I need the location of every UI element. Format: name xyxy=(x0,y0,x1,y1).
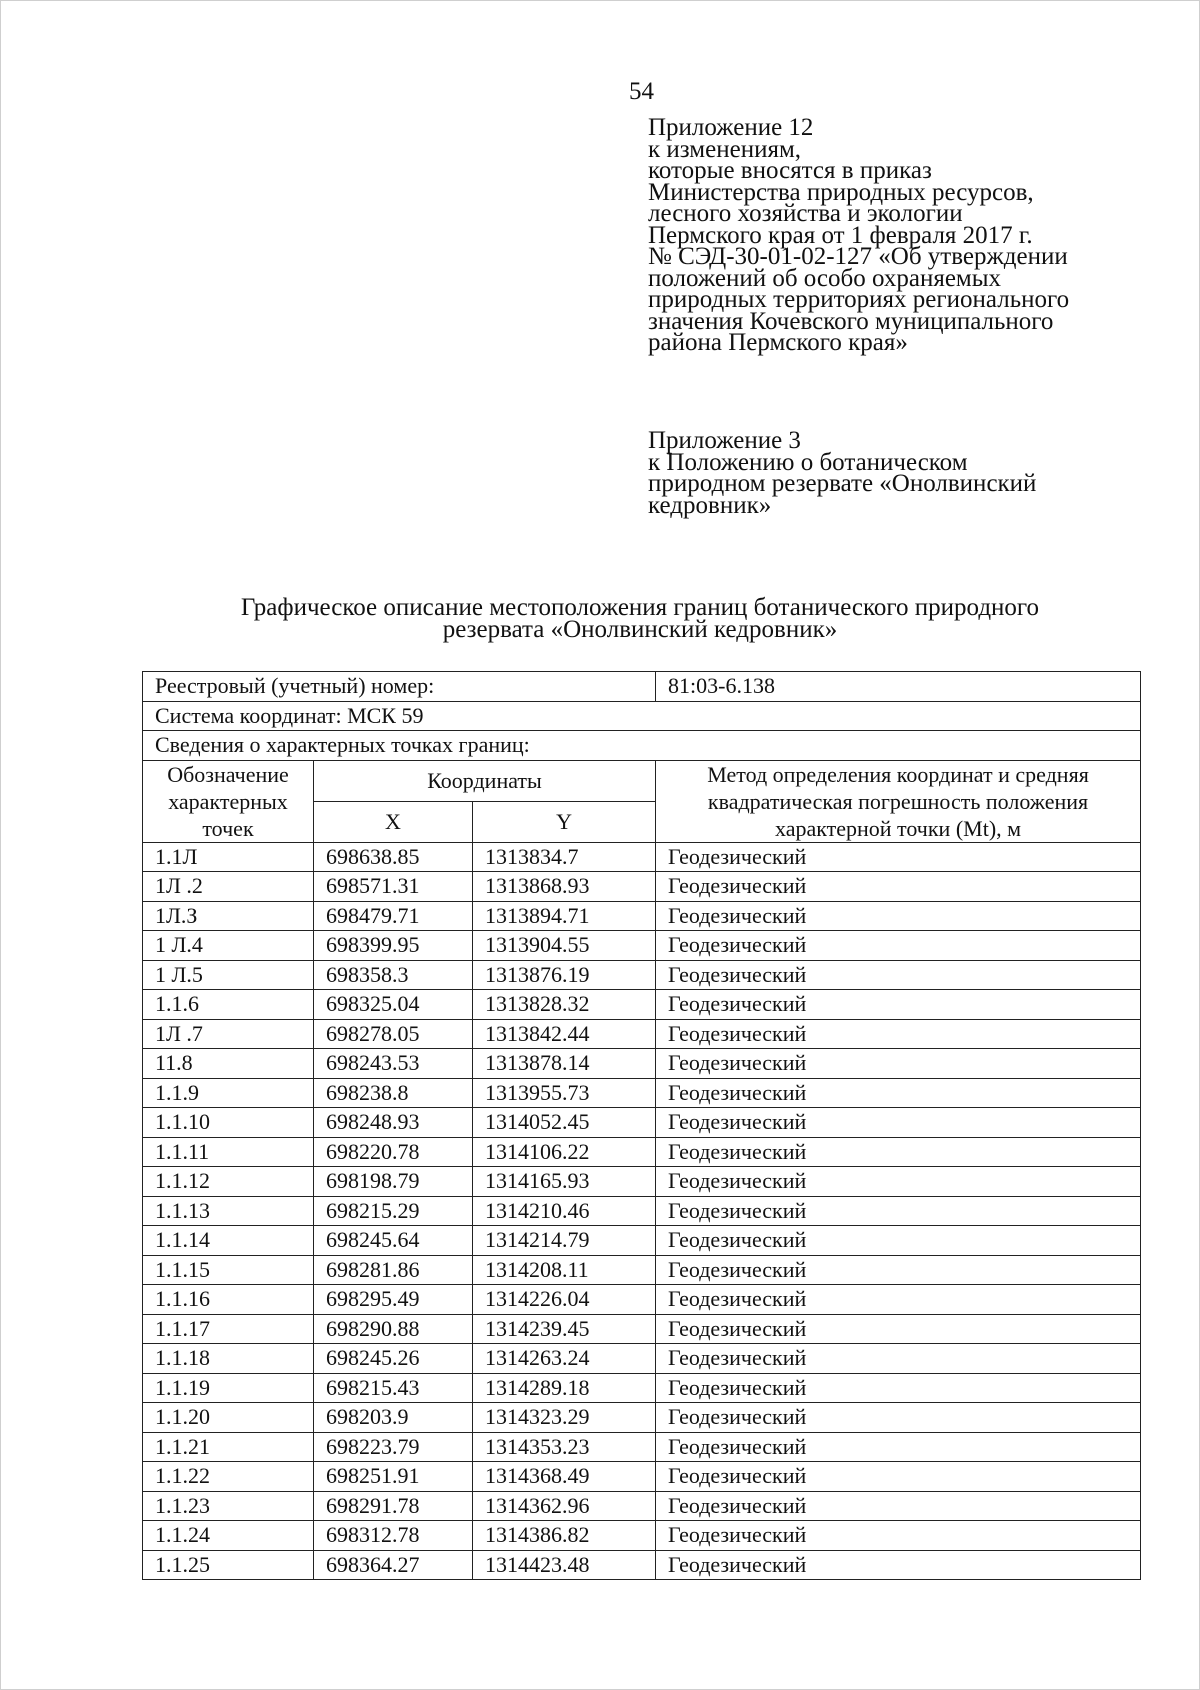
table-row xyxy=(143,1491,1141,1521)
table-row xyxy=(143,960,1141,990)
annex-12-line: природных территориях регионального xyxy=(648,286,1070,313)
table-row xyxy=(143,1078,1141,1108)
table-row xyxy=(143,1167,1141,1197)
method-cell: Геодезический xyxy=(656,1462,1141,1492)
method-cell: Геодезический xyxy=(656,1432,1141,1462)
x-coordinate-cell: 698243.53 xyxy=(314,1049,473,1079)
point-id-cell: 1.1.10 xyxy=(143,1108,314,1138)
table-row xyxy=(143,1049,1141,1079)
method-cell: Геодезический xyxy=(656,1314,1141,1344)
method-cell: Геодезический xyxy=(656,1078,1141,1108)
point-id-cell: 1.1.17 xyxy=(143,1314,314,1344)
y-coordinate-cell: 1313842.44 xyxy=(473,1019,656,1049)
annex-12-line: лесного хозяйства и экологии xyxy=(648,200,963,227)
point-id-cell: 1.1.6 xyxy=(143,990,314,1020)
column-header-method: Метод определения координат и средняя квадратическая погрешность положения характерной точки (Mt), м xyxy=(656,760,1141,842)
x-coordinate-cell: 698638.85 xyxy=(314,842,473,872)
method-cell: Геодезический xyxy=(656,1521,1141,1551)
x-coordinate-cell: 698215.43 xyxy=(314,1373,473,1403)
method-cell: Геодезический xyxy=(656,1344,1141,1374)
y-coordinate-cell: 1314208.11 xyxy=(473,1255,656,1285)
y-coordinate-cell: 1313955.73 xyxy=(473,1078,656,1108)
point-id-cell: 1.1.23 xyxy=(143,1491,314,1521)
point-id-cell: 1.1.24 xyxy=(143,1521,314,1551)
y-coordinate-cell: 1314214.79 xyxy=(473,1226,656,1256)
point-id-cell: 1.1.21 xyxy=(143,1432,314,1462)
annex-3-block xyxy=(648,427,1037,519)
x-coordinate-cell: 698312.78 xyxy=(314,1521,473,1551)
annex-12-line: Министерства природных ресурсов, xyxy=(648,178,1034,206)
y-coordinate-cell: 1314239.45 xyxy=(473,1314,656,1344)
y-coordinate-cell: 1314423.48 xyxy=(473,1550,656,1580)
x-coordinate-cell: 698291.78 xyxy=(314,1491,473,1521)
table-row xyxy=(143,1521,1141,1551)
point-id-cell: 1 Л.5 xyxy=(143,960,314,990)
column-header-x: X xyxy=(314,801,473,842)
table-row xyxy=(143,1108,1141,1138)
column-header-coordinates: Координаты xyxy=(314,760,656,801)
x-coordinate-cell: 698281.86 xyxy=(314,1255,473,1285)
annex-12-line: которые вносятся в приказ xyxy=(648,157,932,184)
x-coordinate-cell: 698571.31 xyxy=(314,872,473,902)
point-id-cell: 1.1.13 xyxy=(143,1196,314,1226)
boundary-points-table xyxy=(142,671,1141,1580)
y-coordinate-cell: 1314362.96 xyxy=(473,1491,656,1521)
table-row xyxy=(143,1285,1141,1315)
points-info-row xyxy=(143,731,1141,761)
method-cell: Геодезический xyxy=(656,1049,1141,1079)
point-id-cell: 1.1Л xyxy=(143,842,314,872)
table-row xyxy=(143,1462,1141,1492)
method-cell: Геодезический xyxy=(656,1019,1141,1049)
x-coordinate-cell: 698479.71 xyxy=(314,901,473,931)
y-coordinate-cell: 1313878.14 xyxy=(473,1049,656,1079)
y-coordinate-cell: 1313876.19 xyxy=(473,960,656,990)
x-coordinate-cell: 698364.27 xyxy=(314,1550,473,1580)
x-coordinate-cell: 698251.91 xyxy=(314,1462,473,1492)
point-id-cell: 1.1.16 xyxy=(143,1285,314,1315)
table-row xyxy=(143,1019,1141,1049)
x-coordinate-cell: 698290.88 xyxy=(314,1314,473,1344)
method-cell: Геодезический xyxy=(656,1196,1141,1226)
table-row xyxy=(143,1403,1141,1433)
header-row xyxy=(143,760,1141,801)
coord-system-row xyxy=(143,701,1141,731)
method-cell: Геодезический xyxy=(656,931,1141,961)
point-id-cell: 1Л .7 xyxy=(143,1019,314,1049)
table-row xyxy=(143,901,1141,931)
y-coordinate-cell: 1313834.7 xyxy=(473,842,656,872)
table-row xyxy=(143,1255,1141,1285)
annex-12-line: Приложение 12 xyxy=(648,114,814,141)
table-row xyxy=(143,842,1141,872)
table-row xyxy=(143,1373,1141,1403)
annex-3-line: Приложение 3 xyxy=(648,427,801,454)
y-coordinate-cell: 1314368.49 xyxy=(473,1462,656,1492)
x-coordinate-cell: 698245.26 xyxy=(314,1344,473,1374)
registry-row xyxy=(143,672,1141,702)
y-coordinate-cell: 1314353.23 xyxy=(473,1432,656,1462)
annex-12-block xyxy=(648,114,1070,356)
x-coordinate-cell: 698223.79 xyxy=(314,1432,473,1462)
y-coordinate-cell: 1314323.29 xyxy=(473,1403,656,1433)
x-coordinate-cell: 698295.49 xyxy=(314,1285,473,1315)
table-row xyxy=(143,990,1141,1020)
table-row xyxy=(143,1196,1141,1226)
annex-12-line: № СЭД-30-01-02-127 «Об утверждении xyxy=(648,243,1068,270)
point-id-cell: 1.1.22 xyxy=(143,1462,314,1492)
method-cell: Геодезический xyxy=(656,842,1141,872)
table-row xyxy=(143,1226,1141,1256)
point-id-cell: 1.1.19 xyxy=(143,1373,314,1403)
x-coordinate-cell: 698325.04 xyxy=(314,990,473,1020)
y-coordinate-cell: 1314226.04 xyxy=(473,1285,656,1315)
point-id-cell: 1Л .2 xyxy=(143,872,314,902)
x-coordinate-cell: 698215.29 xyxy=(314,1196,473,1226)
registry-label: Реестровый (учетный) номер: xyxy=(143,672,656,702)
y-coordinate-cell: 1313868.93 xyxy=(473,872,656,902)
annex-12-line: положений об особо охраняемых xyxy=(648,264,1002,292)
method-cell: Геодезический xyxy=(656,1108,1141,1138)
page-number: 54 xyxy=(629,78,654,105)
point-id-cell: 1.1.9 xyxy=(143,1078,314,1108)
method-cell: Геодезический xyxy=(656,1137,1141,1167)
y-coordinate-cell: 1314386.82 xyxy=(473,1521,656,1551)
point-id-cell: 1Л.З xyxy=(143,901,314,931)
table-row xyxy=(143,1344,1141,1374)
annex-12-line: значения Кочевского муниципального xyxy=(648,307,1054,335)
y-coordinate-cell: 1313904.55 xyxy=(473,931,656,961)
table-row xyxy=(143,872,1141,902)
annex-3-line: к Положению о ботаническом xyxy=(648,448,968,476)
x-coordinate-cell: 698358.3 xyxy=(314,960,473,990)
point-id-cell: 1 Л.4 xyxy=(143,931,314,961)
document-title-line: Графическое описание местоположения границ ботанического природного xyxy=(240,594,1040,621)
y-coordinate-cell: 1314263.24 xyxy=(473,1344,656,1374)
annex-12-line: Пермского края от 1 февраля 2017 г. xyxy=(648,221,1033,249)
point-id-cell: 1.1.14 xyxy=(143,1226,314,1256)
annex-12-line: к изменениям, xyxy=(648,135,802,163)
y-coordinate-cell: 1314052.45 xyxy=(473,1108,656,1138)
x-coordinate-cell: 698399.95 xyxy=(314,931,473,961)
method-cell: Геодезический xyxy=(656,1285,1141,1315)
method-cell: Геодезический xyxy=(656,1226,1141,1256)
x-coordinate-cell: 698248.93 xyxy=(314,1108,473,1138)
y-coordinate-cell: 1314210.46 xyxy=(473,1196,656,1226)
column-header-designation: Обозначение характерных точек xyxy=(143,760,314,842)
table-row xyxy=(143,1432,1141,1462)
point-id-cell: 1.1.25 xyxy=(143,1550,314,1580)
point-id-cell: 1.1.18 xyxy=(143,1344,314,1374)
document-title xyxy=(140,594,1140,643)
point-id-cell: 1.1.11 xyxy=(143,1137,314,1167)
method-cell: Геодезический xyxy=(656,1491,1141,1521)
document-title-line: резервата «Онолвинский кедровник» xyxy=(442,616,838,643)
y-coordinate-cell: 1314106.22 xyxy=(473,1137,656,1167)
x-coordinate-cell: 698203.9 xyxy=(314,1403,473,1433)
method-cell: Геодезический xyxy=(656,901,1141,931)
method-cell: Геодезический xyxy=(656,990,1141,1020)
point-id-cell: 1.1.12 xyxy=(143,1167,314,1197)
method-cell: Геодезический xyxy=(656,1403,1141,1433)
table-row xyxy=(143,1550,1141,1580)
annex-12-line: района Пермского края» xyxy=(648,329,908,356)
coord-system: Система координат: МСК 59 xyxy=(143,701,1141,731)
y-coordinate-cell: 1314289.18 xyxy=(473,1373,656,1403)
annex-3-line: кедровник» xyxy=(648,491,772,519)
y-coordinate-cell: 1314165.93 xyxy=(473,1167,656,1197)
y-coordinate-cell: 1313828.32 xyxy=(473,990,656,1020)
x-coordinate-cell: 698238.8 xyxy=(314,1078,473,1108)
x-coordinate-cell: 698245.64 xyxy=(314,1226,473,1256)
x-coordinate-cell: 698198.79 xyxy=(314,1167,473,1197)
x-coordinate-cell: 698278.05 xyxy=(314,1019,473,1049)
point-id-cell: 1.1.20 xyxy=(143,1403,314,1433)
method-cell: Геодезический xyxy=(656,1255,1141,1285)
method-cell: Геодезический xyxy=(656,1550,1141,1580)
method-cell: Геодезический xyxy=(656,1373,1141,1403)
registry-value: 81:03-6.138 xyxy=(656,672,1141,702)
table-row xyxy=(143,1137,1141,1167)
points-info: Сведения о характерных точках границ: xyxy=(143,731,1141,761)
table-row xyxy=(143,1314,1141,1344)
x-coordinate-cell: 698220.78 xyxy=(314,1137,473,1167)
point-id-cell: 11.8 xyxy=(143,1049,314,1079)
table-row xyxy=(143,931,1141,961)
method-cell: Геодезический xyxy=(656,872,1141,902)
y-coordinate-cell: 1313894.71 xyxy=(473,901,656,931)
point-id-cell: 1.1.15 xyxy=(143,1255,314,1285)
method-cell: Геодезический xyxy=(656,960,1141,990)
annex-3-line: природном резервате «Онолвинский xyxy=(648,470,1037,497)
method-cell: Геодезический xyxy=(656,1167,1141,1197)
column-header-y: Y xyxy=(473,801,656,842)
